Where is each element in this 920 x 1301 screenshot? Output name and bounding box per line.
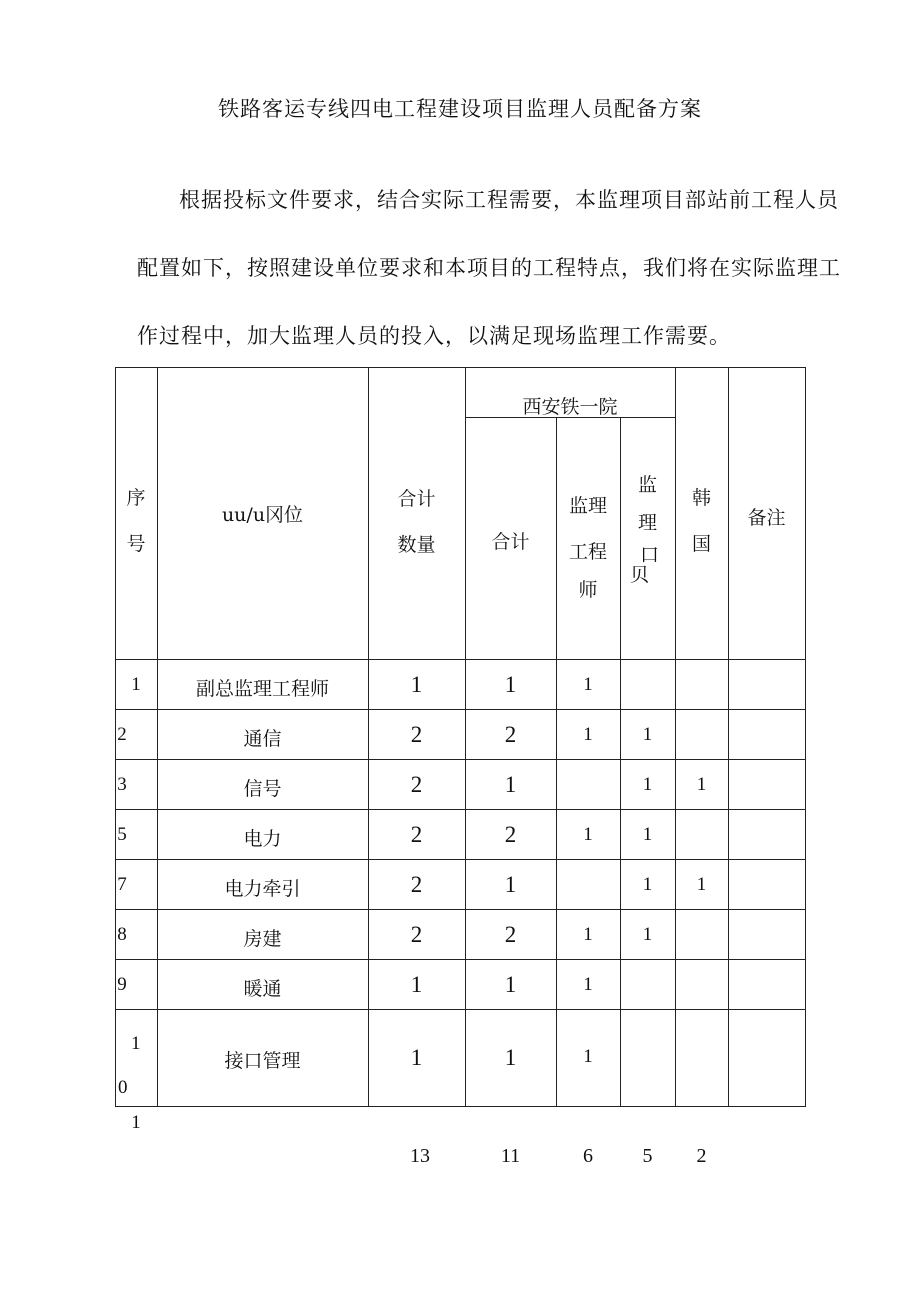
row-4-total: 2 [410,822,423,847]
header-bottom-line [115,659,806,660]
row-6-post: 房建 [243,928,282,950]
row-line [115,759,806,760]
row-3-staff: 1 [642,774,653,795]
row-7-total: 1 [410,972,423,997]
row-line [115,709,806,710]
header-staff: 监 理 口 贝 [620,466,675,580]
row-3-post: 信号 [243,778,282,800]
row-7-engineer: 1 [583,974,593,995]
row-3-seq: 3 [117,774,127,795]
row-2-total: 2 [410,722,423,747]
paragraph-line-3: 作过程中，加大监理人员的投入，以满足现场监理工作需要。 [137,324,731,348]
row-line [115,1009,806,1010]
row-line [115,959,806,960]
row-1-engineer: 1 [583,674,593,695]
row-6-staff: 1 [642,924,653,945]
row-8-total: 1 [410,1045,423,1070]
header-group-total: 合计 [491,531,530,553]
row-line [115,859,806,860]
header-remark: 备注 [747,507,786,529]
row-5-seq: 7 [117,874,127,895]
header-seq: 序 号 [126,487,146,555]
row-1-post: 副总监理工程师 [195,678,329,700]
row-8-seq: 1 0 [118,1033,141,1098]
row-7-seq: 9 [117,974,127,995]
row-3-korea: 1 [696,774,707,795]
row-2-post: 通信 [243,728,282,750]
row-line [115,909,806,910]
paragraph-line-2: 配置如下，按照建设单位要求和本项目的工程特点，我们将在实际监理工 [137,256,841,280]
row-7-post: 暖通 [243,978,282,1000]
row-4-seq: 5 [117,824,127,845]
header-engineer: 监理 工程 师 [568,495,607,601]
col-line [728,367,729,1106]
header-total-qty: 合计 数量 [397,488,436,556]
row-5-total: 2 [410,872,423,897]
header-group: 西安铁一院 [522,396,618,418]
row-4-group-total: 2 [504,822,517,847]
row-2-seq: 2 [117,724,127,745]
row-5-korea: 1 [696,874,707,895]
row-6-total: 2 [410,922,423,947]
row-3-total: 2 [410,772,423,797]
row-6-engineer: 1 [583,924,593,945]
row-5-post: 电力牵引 [224,878,301,900]
row-4-staff: 1 [642,824,653,845]
row-6-group-total: 2 [504,922,517,947]
row-line [115,809,806,810]
header-post: uu/u冈位 [221,504,304,526]
table-border-bottom [115,1106,806,1107]
summary-group-total: 11 [500,1145,521,1167]
row-1-group-total: 1 [504,672,517,697]
table-border-top [115,367,806,368]
row-8-engineer: 1 [583,1046,593,1067]
header-staff-overlap: 口 贝 [630,544,660,586]
paragraph-line-1: 根据投标文件要求，结合实际工程需要，本监理项目部站前工程人员 [179,188,839,212]
row-8-group-total: 1 [504,1045,517,1070]
summary-korea: 2 [696,1145,707,1167]
summary-seq: 1 [131,1112,141,1133]
row-2-staff: 1 [642,724,653,745]
row-1-total: 1 [410,672,423,697]
row-2-group-total: 2 [504,722,517,747]
row-1-seq: 1 [131,674,141,695]
col-line [805,367,806,1106]
summary-staff: 5 [642,1145,653,1167]
summary-engineer: 6 [583,1145,593,1167]
document-title: 铁路客运专线四电工程建设项目监理人员配备方案 [218,97,702,121]
row-4-post: 电力 [243,828,282,850]
row-3-group-total: 1 [504,772,517,797]
row-5-staff: 1 [642,874,653,895]
row-5-group-total: 1 [504,872,517,897]
row-8-post: 接口管理 [224,1050,301,1072]
row-7-group-total: 1 [504,972,517,997]
header-korea: 韩 国 [691,487,711,555]
row-4-engineer: 1 [583,824,593,845]
summary-total: 13 [410,1145,430,1167]
row-2-engineer: 1 [583,724,593,745]
row-6-seq: 8 [117,924,127,945]
